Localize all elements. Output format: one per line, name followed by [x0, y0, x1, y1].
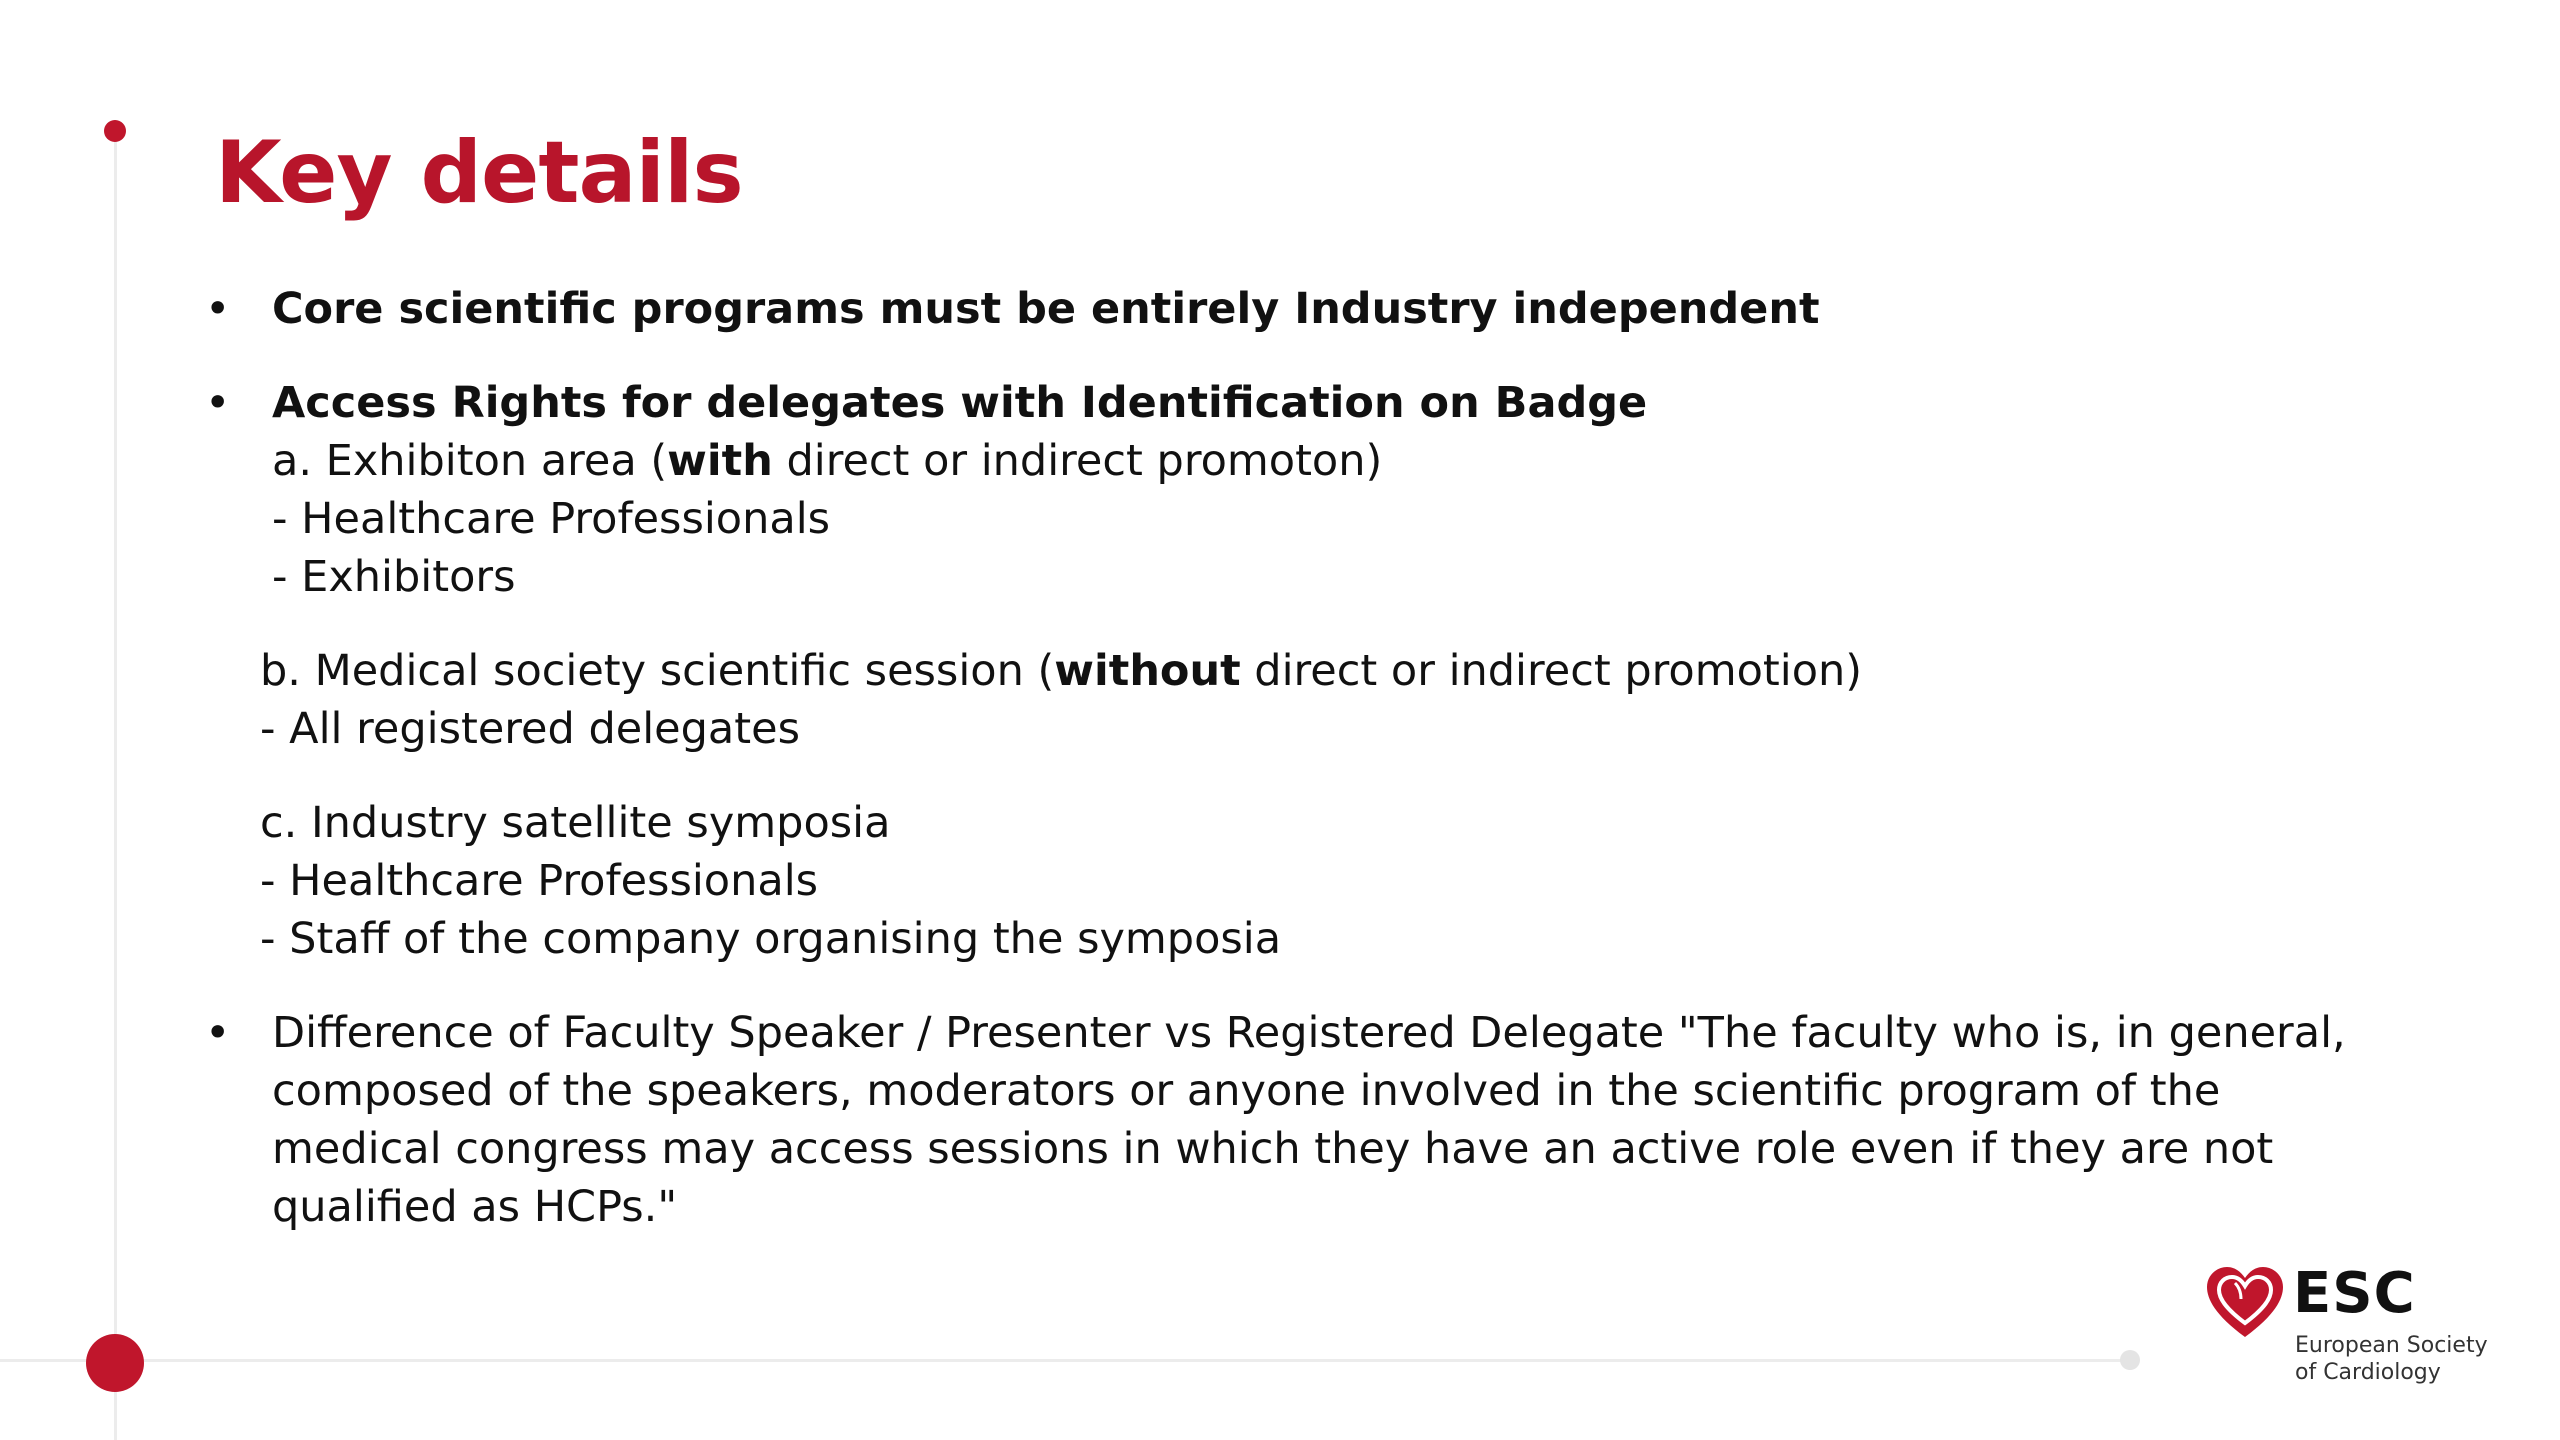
access-item-c: c. Industry satellite symposia	[260, 798, 891, 848]
bullet-core-programs	[205, 280, 2405, 338]
bullet-text-line: Difference of Faculty Speaker / Presenter vs Registered Delegate "The faculty who is, in general,	[272, 1008, 2346, 1058]
access-item-b-suffix: direct or indirect promotion)	[1240, 646, 1863, 696]
logo-name-line: European Society	[2295, 1333, 2488, 1358]
access-item-c-sub: - Healthcare Professionals	[260, 856, 819, 906]
bullet-faculty-difference	[205, 1004, 2405, 1236]
slide-content	[205, 280, 2405, 1272]
access-item-a	[272, 432, 2405, 490]
timeline-horizontal-line	[0, 1359, 2130, 1362]
access-item-a-sub: - Healthcare Professionals	[272, 494, 831, 544]
bullet-text-line: medical congress may access sessions in which they have an active role even if they are not	[272, 1124, 2274, 1174]
access-item-a-emphasis: with	[667, 436, 773, 486]
timeline-top-dot	[104, 120, 126, 142]
bullet-marker: •	[205, 284, 231, 334]
slide-title: Key details	[215, 123, 743, 223]
timeline-corner-dot	[86, 1334, 144, 1392]
bullet-text: Core scientific programs must be entirely Industry independent	[272, 284, 1820, 334]
timeline-vertical-line	[114, 133, 117, 1440]
bullet-heading: Access Rights for delegates with Identification on Badge	[272, 378, 1648, 428]
access-item-b-block	[260, 642, 2405, 758]
bullet-access-rights	[205, 374, 2405, 968]
logo-name-line: of Cardiology	[2295, 1360, 2441, 1385]
access-item-a-sub: - Exhibitors	[272, 552, 516, 602]
access-item-b-sub: - All registered delegates	[260, 704, 800, 754]
bullet-text-line: composed of the speakers, moderators or anyone involved in the scientific program of the	[272, 1066, 2221, 1116]
logo-abbr: ESC	[2293, 1261, 2416, 1326]
logo-name	[2295, 1332, 2488, 1386]
bullet-marker: •	[205, 1008, 231, 1058]
access-item-a-prefix: a. Exhibiton area (	[272, 436, 668, 486]
access-item-b-prefix: b. Medical society scientific session (	[260, 646, 1055, 696]
access-item-c-sub: - Staff of the company organising the symposia	[260, 914, 1282, 964]
access-item-a-suffix: direct or indirect promoton)	[772, 436, 1383, 486]
access-item-b	[260, 642, 2405, 700]
heart-icon	[2205, 1265, 2285, 1340]
timeline-end-dot	[2120, 1350, 2140, 1370]
access-item-c-block	[260, 794, 2405, 968]
bullet-text-line: qualified as HCPs."	[272, 1182, 678, 1232]
esc-logo	[2205, 1260, 2505, 1400]
bullet-marker: •	[205, 378, 231, 428]
access-item-b-emphasis: without	[1054, 646, 1241, 696]
